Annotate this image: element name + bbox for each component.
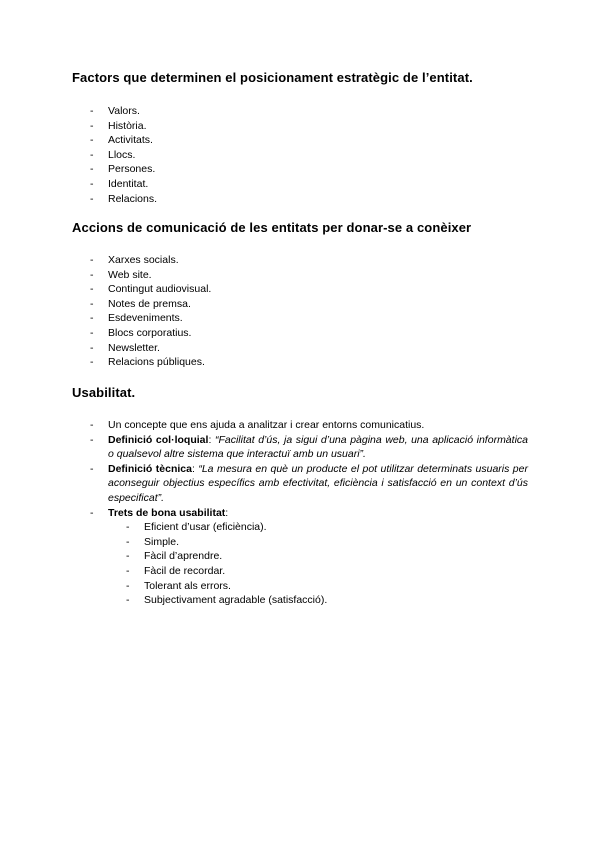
list-item: - Fàcil de recordar. [0, 564, 528, 579]
colloquial-definition-label: Definició col·loquial [108, 433, 209, 446]
list-item: - Esdeveniments. [0, 311, 211, 326]
traits-label: Trets de bona usabilitat [108, 506, 226, 519]
list-item: - Fàcil d’aprendre. [0, 549, 528, 564]
usability-intro [0, 418, 528, 433]
list-item: - Blocs corporatius. [0, 326, 211, 341]
list-item: - Subjectivament agradable (satisfacció). [0, 593, 528, 608]
list-item: - Eficient d’usar (eficiència). [0, 520, 528, 535]
heading-usability: Usabilitat. [72, 385, 136, 400]
list-usability [0, 418, 528, 608]
list-item: - Activitats. [0, 133, 157, 148]
list-item: - Contingut audiovisual. [0, 282, 211, 297]
colloquial-definition: - Definició col·loquial: “Facilitat d’ús, ja sigui d’una pàgina web, una aplicació informàtica o qualsevol altre sistema que interactuï amb un usuari”. [0, 433, 528, 462]
usability-traits: - Trets de bona usabilitat: - Eficient d’usar (eficiència). - Simple. - Fàcil d’aprendre. - Fàcil de recordar. - Tolerant als errors. - Subjectivament agradable (satisfacció). [0, 506, 528, 608]
list-item: - Llocs. [0, 148, 157, 163]
list-communication-actions [0, 253, 211, 370]
list-item: - Simple. [0, 535, 528, 550]
colloquial-definition-text: “Facilitat d’ús, ja sigui d’una pàgina web, una aplicació informàtica o qualsevol altre sistema que interactuï amb un usuari”. [108, 433, 528, 461]
list-item: - Persones. [0, 162, 157, 177]
list-item: - Valors. [0, 104, 157, 119]
list-item: - Web site. [0, 268, 211, 283]
technical-definition-label: Definició tècnica [108, 462, 192, 475]
intro-text: Un concepte que ens ajuda a analitzar i crear entorns comunicatius. [108, 419, 425, 431]
technical-definition: - Definició tècnica: “La mesura en què un producte el pot utilitzar determinats usuaris per aconseguir objectius específics amb efectivitat, eficiència i satisfacció en un context d’ús especificat”. [0, 462, 528, 506]
list-item: - Relacions. [0, 192, 157, 207]
list-item: - Xarxes socials. [0, 253, 211, 268]
list-item: - Identitat. [0, 177, 157, 192]
list-item: - Newsletter. [0, 341, 211, 356]
list-item: - Notes de premsa. [0, 297, 211, 312]
list-item: - Tolerant als errors. [0, 579, 528, 594]
list-usability-traits [108, 520, 528, 608]
list-positioning-factors [0, 104, 157, 206]
list-item: - Història. [0, 119, 157, 134]
technical-definition-text: “La mesura en què un producte el pot utilitzar determinats usuaris per aconseguir objectius específics amb efectivitat, eficiència i satisfacció en un context d’ús especificat”. [108, 462, 528, 504]
list-item: - Relacions públiques. [0, 355, 211, 370]
heading-positioning-factors: Factors que determinen el posicionament estratègic de l’entitat. [72, 70, 473, 85]
heading-communication-actions: Accions de comunicació de les entitats per donar-se a conèixer [72, 220, 472, 235]
